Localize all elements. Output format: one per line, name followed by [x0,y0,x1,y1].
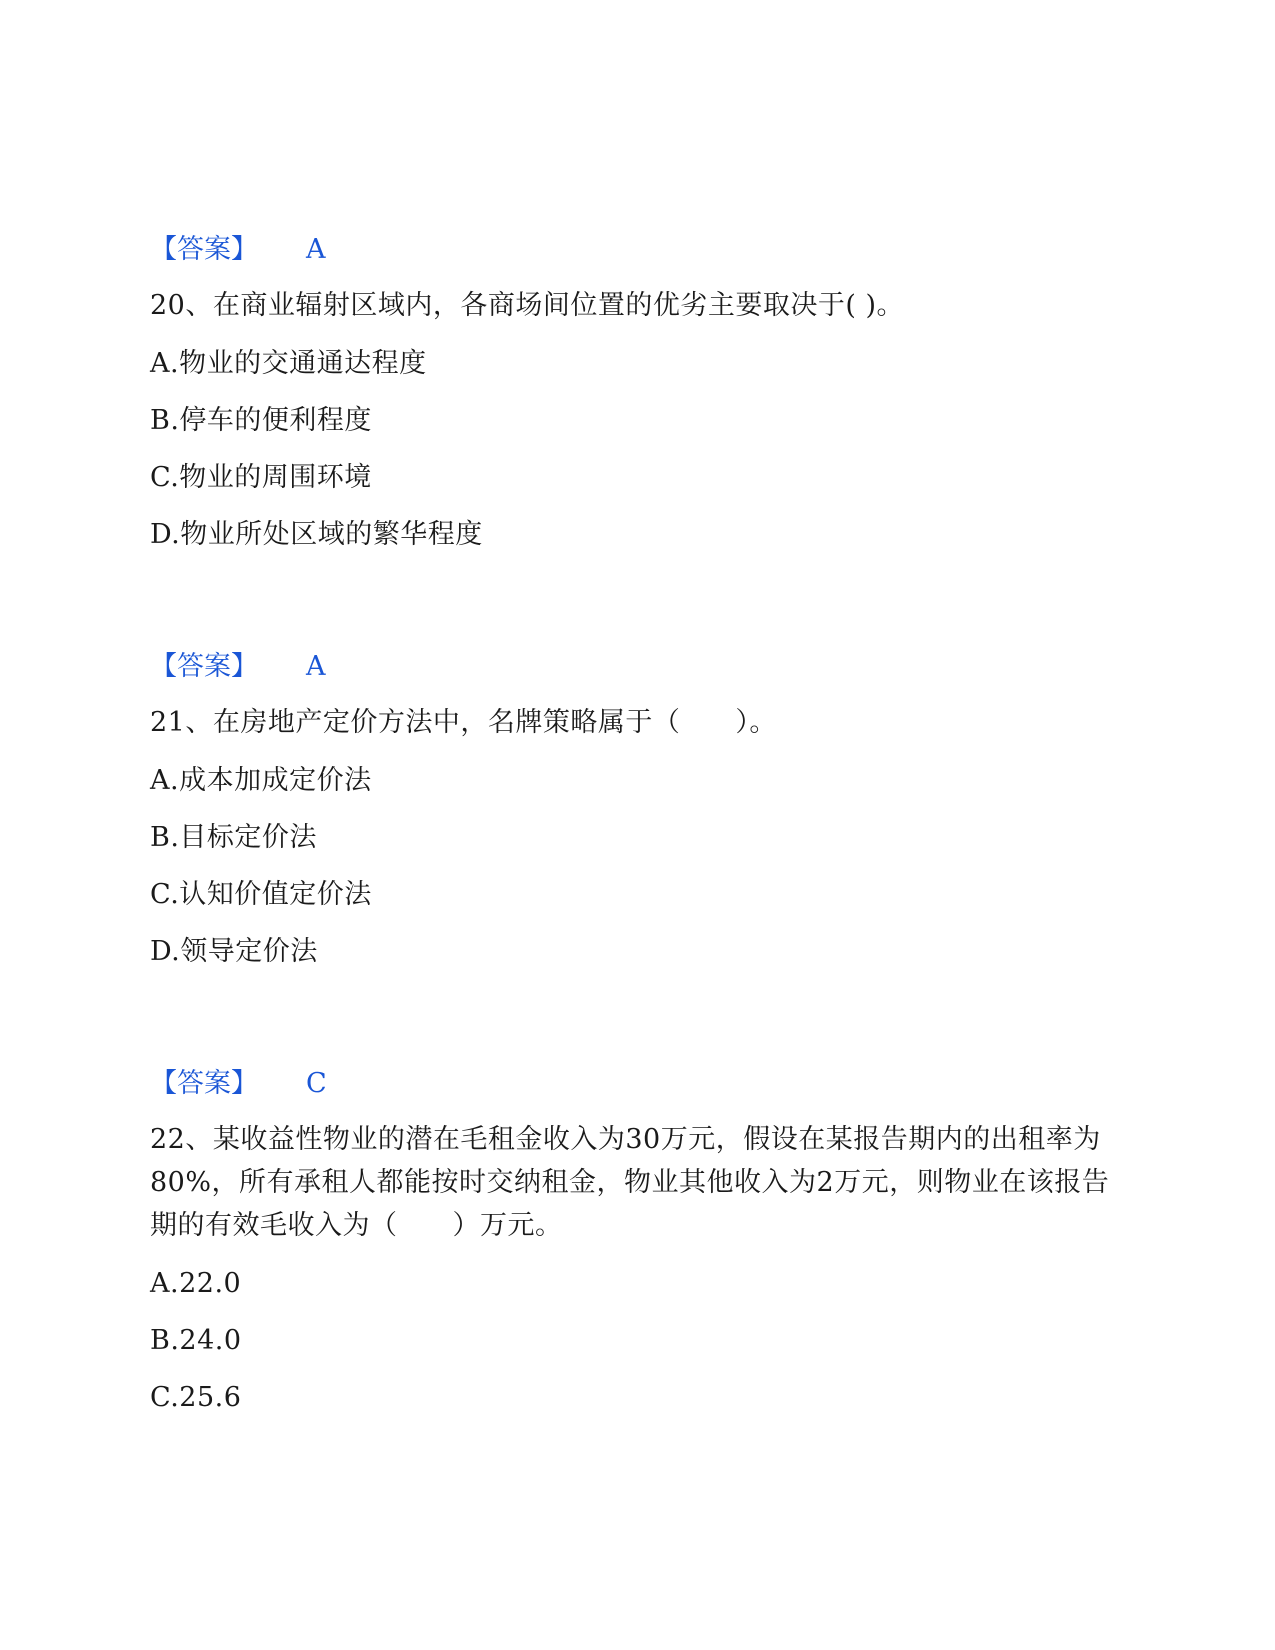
option-a: A.22.0 [150,1268,242,1299]
option-a: A.物业的交通通达程度 [150,348,427,379]
option-b: B.目标定价法 [150,822,317,853]
option-c: C.25.6 [150,1382,242,1413]
question-text: 21、在房地产定价方法中，名牌策略属于（ ）。 [150,707,777,738]
question-block-20 [150,230,1110,555]
option-b: B.停车的便利程度 [150,405,372,436]
option-b: B.24.0 [150,1325,242,1356]
answer-line [150,647,1110,687]
answer-label: 【答案】 [150,1068,258,1099]
option-c: C.物业的周围环境 [150,462,372,493]
answer-label: 【答案】 [150,651,258,682]
question-text: 22、某收益性物业的潜在毛租金收入为30万元，假设在某报告期内的出租率为80%，所有承租人都能按时交纳租金，物业其他收入为2万元，则物业在该报告期的有效毛收入为（ ）万元。 [150,1124,1110,1241]
option-d: D.物业所处区域的繁华程度 [150,519,483,550]
option-d: D.领导定价法 [150,936,318,967]
answer-line [150,1064,1110,1104]
answer-value: A [306,651,326,682]
answer-value: A [306,234,326,265]
question-block-21 [150,647,1110,972]
question-text: 20、在商业辐射区域内，各商场间位置的优劣主要取决于( )。 [150,290,905,321]
option-a: A.成本加成定价法 [150,765,372,796]
question-block-22 [150,1064,1110,1418]
answer-value: C [306,1068,327,1099]
answer-line [150,230,1110,270]
answer-label: 【答案】 [150,234,258,265]
option-c: C.认知价值定价法 [150,879,372,910]
